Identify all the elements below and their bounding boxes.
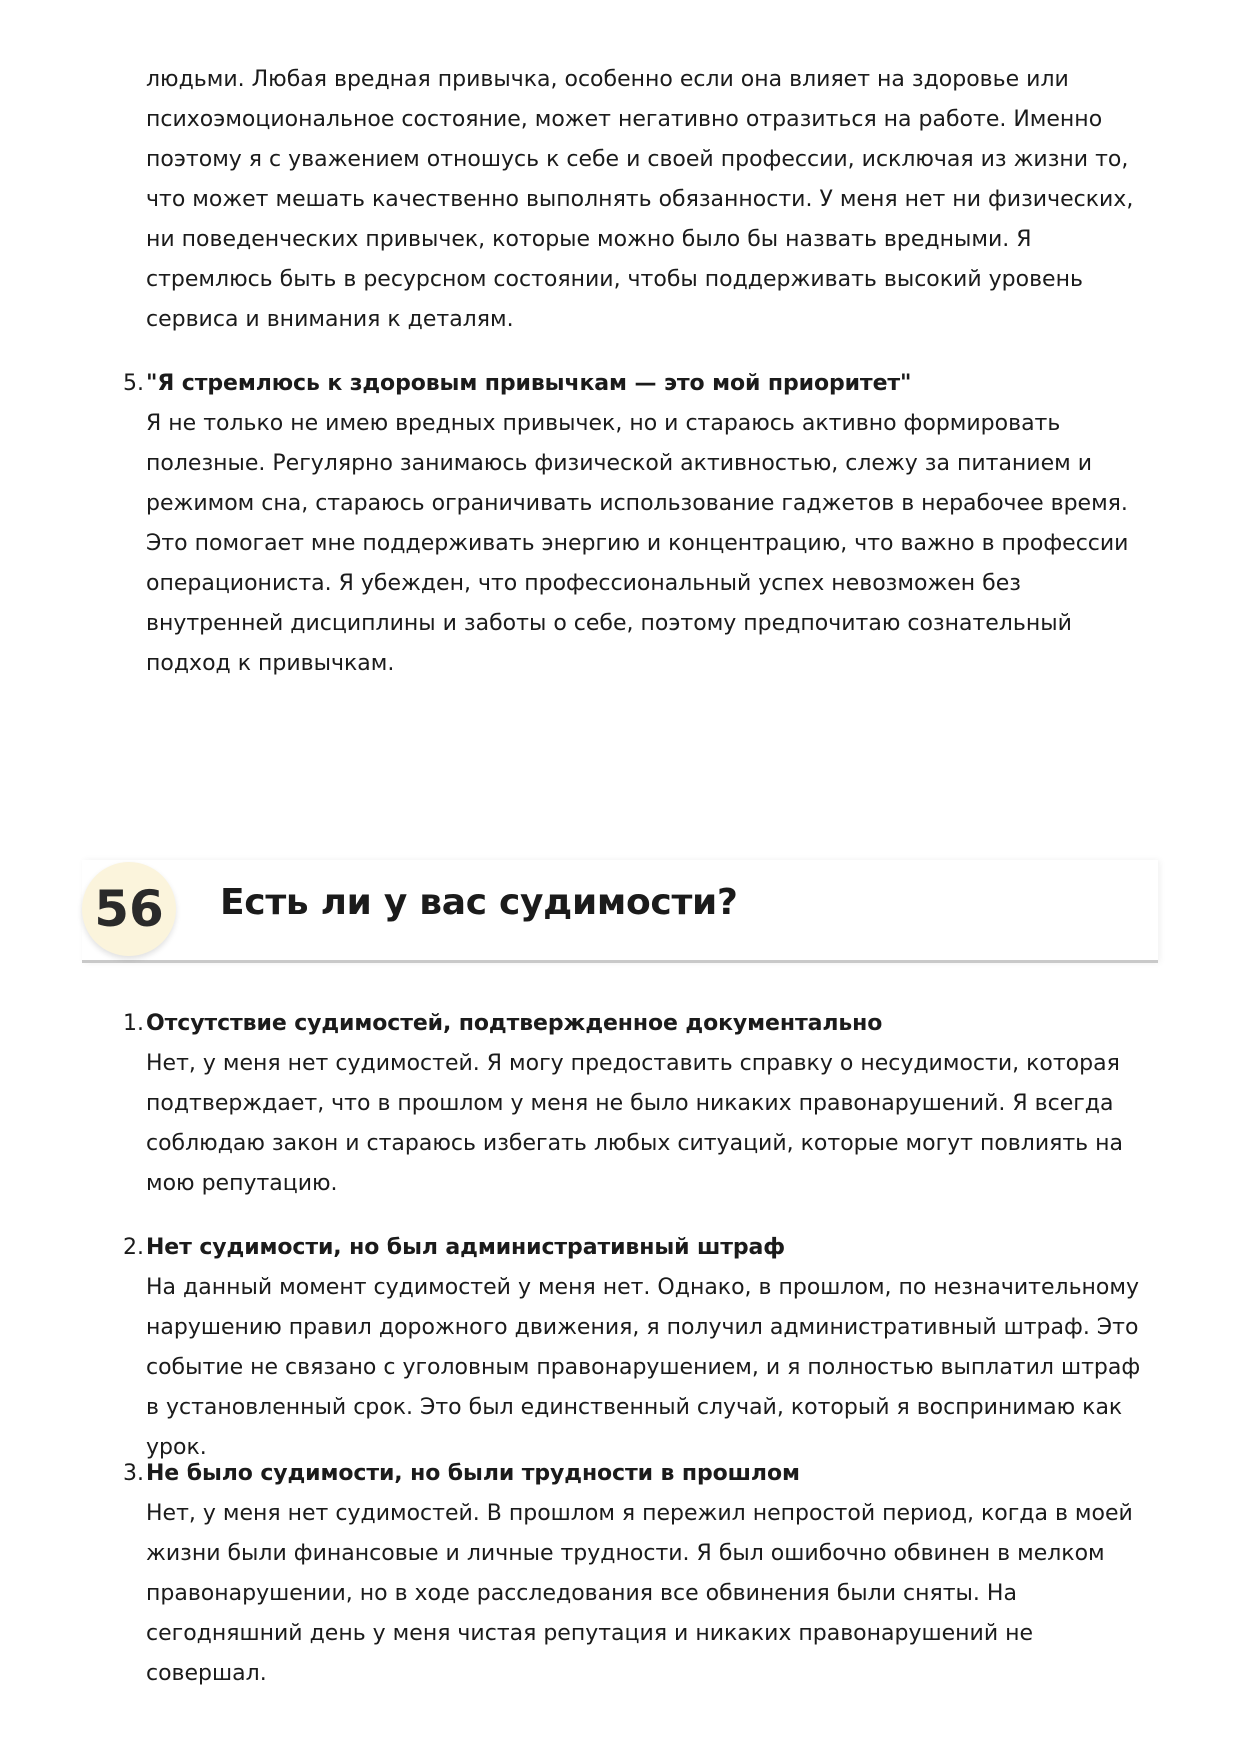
list-item-number: 5. (123, 371, 144, 396)
answer-title: Отсутствие судимостей, подтвержденное документально (146, 1011, 883, 1036)
answer-title: Не было судимости, но были трудности в прошлом (146, 1461, 800, 1486)
answer-title: Нет судимости, но был административный штраф (146, 1235, 786, 1260)
question-header (82, 860, 1158, 960)
answer-number: 2. (123, 1235, 144, 1260)
list-item-title: "Я стремлюсь к здоровым привычкам — это мой приоритет" (146, 371, 912, 396)
question-number-badge: 56 (82, 862, 176, 956)
answer-item-2 (123, 1228, 1156, 1468)
answer-body: Нет, у меня нет судимостей. Я могу предоставить справку о несудимости, которая подтверждает, что в прошлом у меня не было никаких правонарушений. Я всегда соблюдаю закон и стараюсь избегать любых ситуаций, которые могут повлиять на мою репутацию. (146, 1051, 1124, 1196)
answer-item-1 (123, 1004, 1156, 1204)
continuation-paragraph: людьми. Любая вредная привычка, особенно если она влияет на здоровье или психоэмоциональное состояние, может негативно отразиться на работе. Именно поэтому я с уважением отношусь к себе и своей профессии, исключая из жизни то, что может мешать качественно выполнять обязанности. У меня нет ни физических, ни поведенческих привычек, которые можно было бы назвать вредными. Я стремлюсь быть в ресурсном состоянии, чтобы поддерживать высокий уровень сервиса и внимания к деталям. (146, 67, 1134, 332)
list-item-body: Я не только не имею вредных привычек, но и стараюсь активно формировать полезные. Регулярно занимаюсь физической активностью, слежу за питанием и режимом сна, стараюсь ограничивать использование гаджетов в нерабочее время. Это помогает мне поддерживать энергию и концентрацию, что важно в профессии операциониста. Я убежден, что профессиональный успех невозможен без внутренней дисциплины и заботы о себе, поэтому предпочитаю сознательный подход к привычкам. (146, 411, 1129, 676)
answer-body: На данный момент судимостей у меня нет. Однако, в прошлом, по незначительному нарушению правил дорожного движения, я получил административный штраф. Это событие не связано с уголовным правонарушением, и я полностью выплатил штраф в установленный срок. Это был единственный случай, который я воспринимаю как урок. (146, 1275, 1141, 1460)
answer-item-3 (123, 1454, 1156, 1694)
question-title: Есть ли у вас судимости? (220, 882, 738, 923)
list-item-5 (123, 364, 1156, 684)
answer-number: 3. (123, 1461, 144, 1486)
answer-number: 1. (123, 1011, 144, 1036)
answer-body: Нет, у меня нет судимостей. В прошлом я пережил непростой период, когда в моей жизни были финансовые и личные трудности. Я был ошибочно обвинен в мелком правонарушении, но в ходе расследования все обвинения были сняты. На сегодняшний день у меня чистая репутация и никаких правонарушений не совершал. (146, 1501, 1133, 1686)
